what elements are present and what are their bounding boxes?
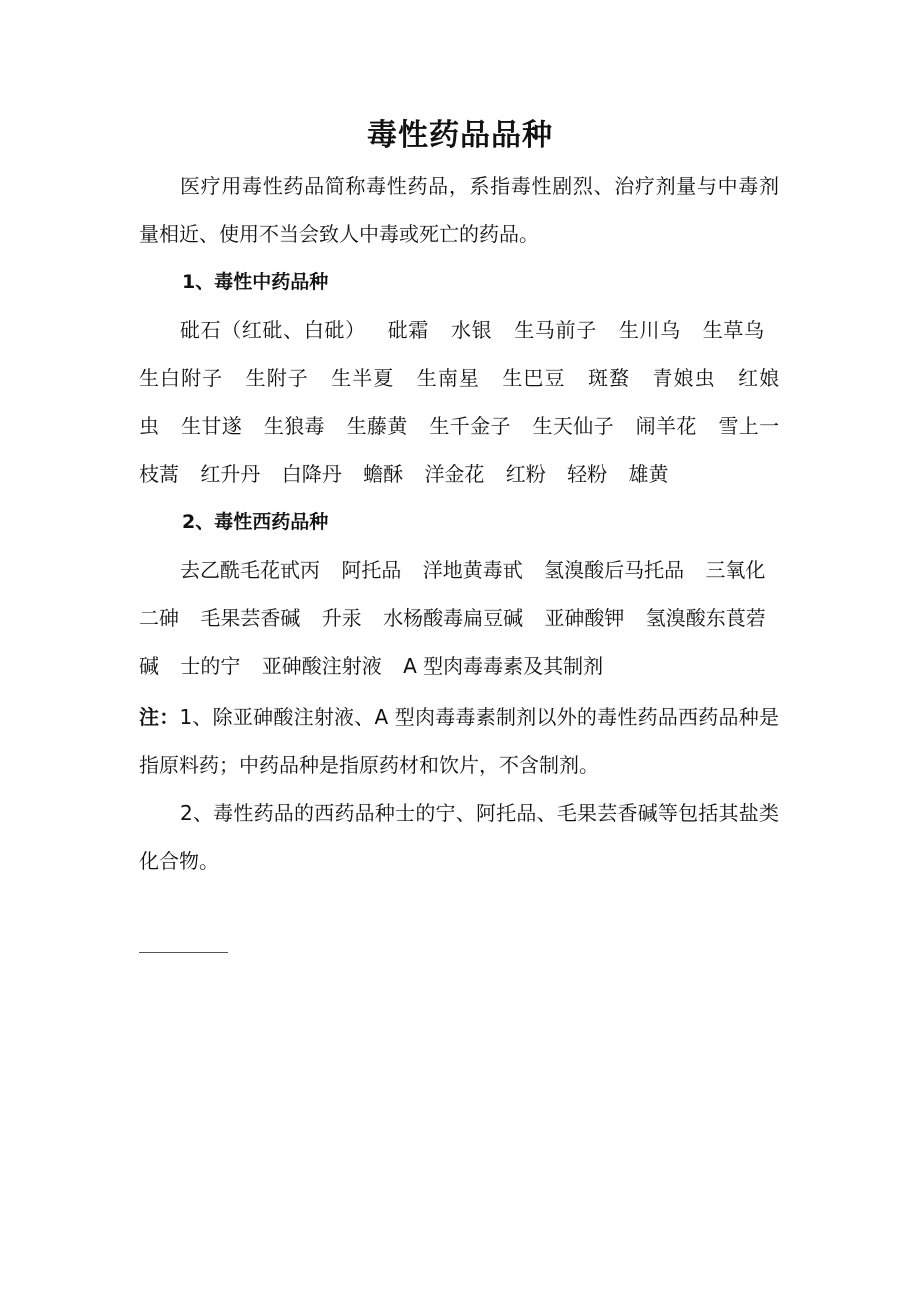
list-item: 水杨酸毒扁豆碱 <box>383 606 524 630</box>
chinese-medicine-list <box>139 306 779 498</box>
list-item: 蟾酥 <box>363 462 404 486</box>
list-item: 生天仙子 <box>532 414 614 438</box>
list-item: 洋地黄毒甙 <box>422 558 523 582</box>
page-title: 毒性药品品种 <box>367 118 553 153</box>
list-item: 亚砷酸注射液 <box>261 654 382 678</box>
list-item: 生附子 <box>245 366 309 390</box>
list-item: 洋金花 <box>424 462 485 486</box>
list-item: 水银 <box>451 318 493 342</box>
list-item: 雪上一枝蒿 <box>139 414 780 486</box>
intro-paragraph: 医疗用毒性药品简称毒性药品，系指毒性剧烈、治疗剂量与中毒剂量相近、使用不当会致人中毒或死亡的药品。 <box>139 174 779 246</box>
western-medicine-list <box>139 546 779 690</box>
list-item: 阿托品 <box>341 558 402 582</box>
list-item: 轻粉 <box>567 462 608 486</box>
list-item: 青娘虫 <box>652 366 716 390</box>
list-item: 红粉 <box>505 462 546 486</box>
note-paragraph-2: 2、毒性药品的西药品种士的宁、阿托品、毛果芸香碱等包括其盐类化合物。 <box>139 801 779 873</box>
list-item: 砒石（红砒、白砒） <box>180 318 366 342</box>
list-item: 生半夏 <box>331 366 395 390</box>
list-item: 生藤黄 <box>346 414 408 438</box>
list-item: 毛果芸香碱 <box>200 606 301 630</box>
list-item: 生甘遂 <box>181 414 243 438</box>
list-item: 亚砷酸钾 <box>544 606 625 630</box>
list-item: 闹羊花 <box>635 414 697 438</box>
list-item: 生白附子 <box>139 366 224 390</box>
list-item: 生草乌 <box>702 318 765 342</box>
list-item: 生川乌 <box>618 318 681 342</box>
list-item: 雄黄 <box>628 462 669 486</box>
list-item: 斑蝥 <box>587 366 631 390</box>
list-item: 砒霜 <box>387 318 430 342</box>
list-item: 士的宁 <box>180 654 241 678</box>
list-item: 白降丹 <box>281 462 342 486</box>
list-item: A 型肉毒毒素及其制剂 <box>403 654 604 678</box>
list-item: 生巴豆 <box>502 366 566 390</box>
list-item: 三氧化二砷 <box>139 558 766 630</box>
list-item: 去乙酰毛花甙丙 <box>180 558 320 582</box>
section-heading-western: 2、毒性西药品种 <box>182 511 329 533</box>
footnote-separator <box>139 952 228 953</box>
list-item: 红娘虫 <box>139 366 780 438</box>
list-item: 氢溴酸后马托品 <box>544 558 685 582</box>
note-paragraph-1 <box>139 693 779 789</box>
section-heading-chinese: 1、毒性中药品种 <box>182 271 329 293</box>
list-item: 红升丹 <box>200 462 261 486</box>
list-item: 氢溴酸东莨菪碱 <box>139 606 766 678</box>
list-item: 升汞 <box>321 606 362 630</box>
note-1-text: 1、除亚砷酸注射液、A 型肉毒毒素制剂以外的毒性药品西药品种是指原料药；中药品种是指原药材和饮片，不含制剂。 <box>139 705 779 777</box>
list-item: 生千金子 <box>429 414 511 438</box>
list-item: 生马前子 <box>514 318 597 342</box>
note-label: 注： <box>139 705 180 729</box>
list-item: 生南星 <box>416 366 480 390</box>
list-item: 生狼毒 <box>263 414 325 438</box>
